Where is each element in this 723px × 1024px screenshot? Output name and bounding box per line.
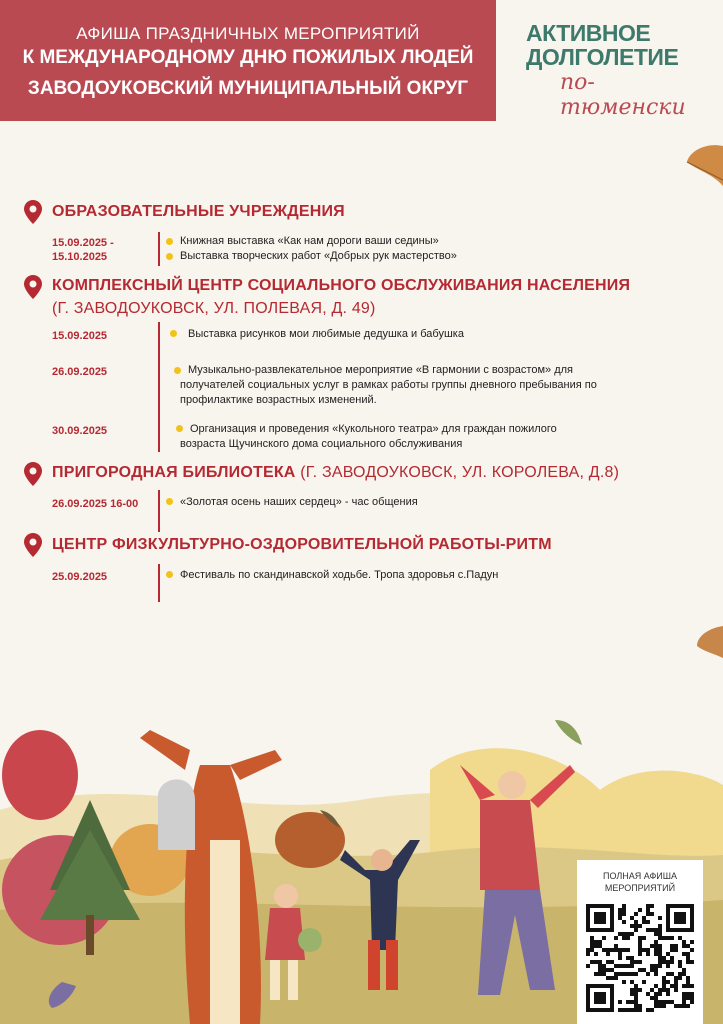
qr-module <box>590 960 594 964</box>
event-text: Музыкально-развлекательное мероприятие «В гармонии с возрастом» для <box>188 364 573 376</box>
qr-module <box>622 908 626 912</box>
event-text: Книжная выставка «Как нам дороги ваши седины» <box>180 235 439 247</box>
qr-module <box>642 948 646 952</box>
qr-module <box>634 912 638 916</box>
timeline-divider <box>158 232 160 266</box>
qr-module <box>674 948 678 952</box>
qr-module <box>686 944 690 948</box>
qr-module <box>666 988 670 992</box>
qr-module <box>650 1008 654 1012</box>
qr-module <box>618 1008 622 1012</box>
bullet-icon <box>166 498 173 505</box>
qr-module <box>666 972 670 976</box>
qr-module <box>594 952 598 956</box>
qr-caption-line-1: ПОЛНАЯ АФИША <box>602 871 678 881</box>
qr-module <box>626 948 630 952</box>
qr-module <box>658 964 662 968</box>
qr-module <box>658 916 662 920</box>
qr-module <box>658 992 662 996</box>
qr-module <box>654 928 658 932</box>
qr-module <box>686 992 690 996</box>
location-pin-icon <box>24 275 42 299</box>
qr-module <box>658 1004 662 1008</box>
qr-module <box>662 960 666 964</box>
qr-caption <box>577 870 703 894</box>
qr-module <box>674 976 678 980</box>
qr-module <box>634 1000 638 1004</box>
qr-module <box>586 964 590 968</box>
qr-module <box>622 912 626 916</box>
qr-module <box>626 956 630 960</box>
qr-module <box>626 932 630 936</box>
qr-module <box>630 964 634 968</box>
qr-module <box>630 972 634 976</box>
qr-module <box>630 956 634 960</box>
qr-module <box>646 952 650 956</box>
qr-module <box>678 972 682 976</box>
autumn-leaf-icon <box>695 622 723 662</box>
qr-module <box>594 960 598 964</box>
qr-module <box>598 944 602 948</box>
qr-module <box>650 988 654 992</box>
qr-module <box>634 996 638 1000</box>
timeline-divider <box>158 490 160 532</box>
qr-module <box>626 964 630 968</box>
qr-module <box>682 992 686 996</box>
qr-module <box>662 1000 666 1004</box>
qr-module <box>678 964 682 968</box>
qr-module <box>658 1000 662 1004</box>
qr-module <box>642 968 646 972</box>
qr-module <box>646 1008 650 1012</box>
qr-module <box>622 936 626 940</box>
qr-module <box>622 1008 626 1012</box>
qr-module <box>614 972 618 976</box>
qr-module <box>650 996 654 1000</box>
qr-module <box>674 980 678 984</box>
qr-module <box>618 972 622 976</box>
qr-module <box>630 916 634 920</box>
qr-module <box>654 932 658 936</box>
qr-module <box>662 988 666 992</box>
qr-module <box>610 948 614 952</box>
bullet-icon <box>176 425 183 432</box>
qr-module <box>634 988 638 992</box>
qr-module <box>602 968 606 972</box>
qr-module <box>666 992 670 996</box>
qr-module <box>618 948 622 952</box>
qr-module <box>598 964 602 968</box>
qr-module <box>674 1004 678 1008</box>
qr-module <box>670 944 674 948</box>
qr-module <box>678 976 682 980</box>
qr-module <box>618 908 622 912</box>
qr-module <box>690 996 694 1000</box>
qr-module <box>634 928 638 932</box>
qr-module <box>690 948 694 952</box>
qr-module <box>622 932 626 936</box>
qr-code-panel[interactable] <box>577 860 703 1024</box>
section-address: (Г. ЗАВОДОУКОВСК, УЛ. ПОЛЕВАЯ, Д. 49) <box>52 300 376 317</box>
bullet-icon <box>166 253 173 260</box>
qr-module <box>686 952 690 956</box>
qr-module <box>606 952 610 956</box>
qr-module <box>646 972 650 976</box>
qr-module <box>638 1004 642 1008</box>
qr-module <box>594 972 598 976</box>
qr-module <box>626 1000 630 1004</box>
qr-module <box>590 940 594 944</box>
qr-module <box>638 960 642 964</box>
event-text: Организация и проведения «Кукольного театра» для граждан пожилого <box>190 423 557 435</box>
qr-module <box>654 952 658 956</box>
location-pin-icon <box>24 533 42 557</box>
bullet-icon <box>174 367 181 374</box>
bullet-icon <box>166 571 173 578</box>
event-text: получателей социальных услуг в рамках работы группы дневного пребывания по <box>180 379 597 391</box>
section-address: (Г. ЗАВОДОУКОВСК, УЛ. КОРОЛЕВА, Д.8) <box>300 464 620 481</box>
qr-module <box>606 948 610 952</box>
header-line-3: ЗАВОДОУКОВСКИЙ МУНИЦИПАЛЬНЫЙ ОКРУГ <box>27 78 469 99</box>
qr-module <box>630 988 634 992</box>
qr-module <box>598 968 602 972</box>
qr-module <box>598 940 602 944</box>
qr-module <box>658 924 662 928</box>
qr-module <box>590 936 594 940</box>
qr-module <box>638 940 642 944</box>
event-text: профилактике возрастных изменений. <box>180 394 377 406</box>
qr-module <box>670 956 674 960</box>
event-date: 26.09.2025 16-00 <box>52 498 139 510</box>
qr-module <box>614 948 618 952</box>
qr-module <box>658 928 662 932</box>
qr-module <box>658 956 662 960</box>
qr-module <box>642 980 646 984</box>
qr-module <box>638 988 642 992</box>
qr-module <box>634 924 638 928</box>
qr-module <box>682 944 686 948</box>
timeline-divider <box>158 322 160 452</box>
qr-module <box>674 988 678 992</box>
header-line-2: К МЕЖДУНАРОДНОМУ ДНЮ ПОЖИЛЫХ ЛЮДЕЙ <box>22 47 474 68</box>
qr-module <box>618 964 622 968</box>
qr-module <box>686 980 690 984</box>
section-title-social-center: КОМПЛЕКСНЫЙ ЦЕНТР СОЦИАЛЬНОГО ОБСЛУЖИВАНИЯ НАСЕЛЕНИЯ <box>52 277 631 294</box>
qr-module <box>618 952 622 956</box>
qr-module <box>638 952 642 956</box>
qr-module <box>654 964 658 968</box>
qr-module <box>646 948 650 952</box>
header-line-1: АФИША ПРАЗДНИЧНЫХ МЕРОПРИЯТИЙ <box>76 24 420 43</box>
qr-module <box>618 916 622 920</box>
qr-module <box>690 1000 694 1004</box>
qr-module <box>630 1000 634 1004</box>
location-pin-icon <box>24 462 42 486</box>
qr-finder <box>674 912 686 924</box>
qr-module <box>642 920 646 924</box>
event-date: 30.09.2025 <box>52 425 108 437</box>
qr-module <box>630 924 634 928</box>
qr-module <box>686 996 690 1000</box>
qr-module <box>634 1004 638 1008</box>
qr-module <box>654 1004 658 1008</box>
qr-module <box>638 924 642 928</box>
qr-module <box>626 1008 630 1012</box>
qr-module <box>638 936 642 940</box>
qr-module <box>622 920 626 924</box>
qr-module <box>634 960 638 964</box>
qr-module <box>622 904 626 908</box>
qr-module <box>658 932 662 936</box>
qr-module <box>622 980 626 984</box>
qr-module <box>606 968 610 972</box>
qr-module <box>670 972 674 976</box>
qr-module <box>650 912 654 916</box>
qr-module <box>658 988 662 992</box>
qr-module <box>626 936 630 940</box>
qr-module <box>654 992 658 996</box>
qr-module <box>610 960 614 964</box>
qr-module <box>654 948 658 952</box>
qr-module <box>666 960 670 964</box>
qr-module <box>642 936 646 940</box>
bullet-icon <box>170 330 177 337</box>
qr-module <box>594 944 598 948</box>
qr-module <box>658 960 662 964</box>
qr-module <box>646 920 650 924</box>
qr-module <box>594 940 598 944</box>
qr-module <box>662 1004 666 1008</box>
qr-module <box>630 932 634 936</box>
qr-module <box>650 904 654 908</box>
qr-module <box>670 984 674 988</box>
qr-module <box>622 972 626 976</box>
qr-module <box>690 992 694 996</box>
qr-module <box>622 948 626 952</box>
qr-module <box>654 1000 658 1004</box>
qr-module <box>678 960 682 964</box>
qr-module <box>586 948 590 952</box>
logo-line-3: по-тюменски <box>560 70 686 120</box>
qr-module <box>666 964 670 968</box>
qr-module <box>662 980 666 984</box>
qr-module <box>686 956 690 960</box>
event-date: 26.09.2025 <box>52 366 108 378</box>
qr-module <box>678 936 682 940</box>
qr-module <box>686 976 690 980</box>
event-text: Выставка рисунков мои любимые дедушка и бабушка <box>188 328 464 340</box>
library-name: ПРИГОРОДНАЯ БИБЛИОТЕКА <box>52 464 296 481</box>
qr-module <box>646 912 650 916</box>
qr-module <box>614 964 618 968</box>
qr-module <box>682 996 686 1000</box>
qr-module <box>638 944 642 948</box>
header-banner <box>0 0 496 121</box>
qr-module <box>638 968 642 972</box>
qr-module <box>658 944 662 948</box>
qr-module <box>622 964 626 968</box>
section-title-education: ОБРАЗОВАТЕЛЬНЫЕ УЧРЕЖДЕНИЯ <box>52 203 345 220</box>
qr-module <box>630 1008 634 1012</box>
qr-module <box>586 952 590 956</box>
qr-module <box>674 984 678 988</box>
qr-module <box>626 972 630 976</box>
qr-module <box>670 960 674 964</box>
qr-module <box>670 1000 674 1004</box>
event-text: Фестиваль по скандинавской ходьбе. Тропа здоровья с.Падун <box>180 569 499 581</box>
qr-module <box>690 984 694 988</box>
qr-code[interactable] <box>586 904 694 1012</box>
qr-module <box>662 936 666 940</box>
event-date: 15.09.2025 <box>52 330 108 342</box>
qr-module <box>602 936 606 940</box>
qr-module <box>670 936 674 940</box>
section-title-fitness-center: ЦЕНТР ФИЗКУЛЬТУРНО-ОЗДОРОВИТЕЛЬНОЙ РАБОТЫ-РИТМ <box>52 536 552 553</box>
qr-module <box>666 952 670 956</box>
qr-module <box>630 992 634 996</box>
logo-line-2: ДОЛГОЛЕТИЕ <box>526 44 679 70</box>
qr-module <box>638 908 642 912</box>
qr-module <box>602 964 606 968</box>
event-text: Выставка творческих работ «Добрых рук мастерство» <box>180 250 457 262</box>
qr-module <box>650 968 654 972</box>
qr-module <box>654 968 658 972</box>
bullet-icon <box>166 238 173 245</box>
qr-module <box>686 984 690 988</box>
qr-module <box>618 956 622 960</box>
qr-module <box>646 928 650 932</box>
autumn-leaf-icon <box>683 138 723 200</box>
qr-module <box>610 976 614 980</box>
qr-module <box>634 1008 638 1012</box>
qr-module <box>642 916 646 920</box>
qr-module <box>686 960 690 964</box>
qr-module <box>650 964 654 968</box>
qr-module <box>598 960 602 964</box>
qr-module <box>690 940 694 944</box>
qr-module <box>634 972 638 976</box>
event-date-end: 15.10.2025 <box>52 251 108 263</box>
qr-module <box>682 952 686 956</box>
qr-module <box>654 940 658 944</box>
qr-module <box>618 912 622 916</box>
active-longevity-logo <box>526 18 716 120</box>
qr-module <box>654 984 658 988</box>
logo-line-1: АКТИВНОЕ <box>526 20 651 46</box>
qr-module <box>654 996 658 1000</box>
qr-module <box>598 972 602 976</box>
qr-module <box>682 1000 686 1004</box>
qr-module <box>638 1008 642 1012</box>
qr-module <box>670 948 674 952</box>
qr-module <box>666 980 670 984</box>
qr-module <box>606 976 610 980</box>
qr-module <box>618 1000 622 1004</box>
qr-module <box>662 984 666 988</box>
qr-module <box>654 972 658 976</box>
qr-module <box>614 936 618 940</box>
qr-module <box>682 1004 686 1008</box>
qr-module <box>690 960 694 964</box>
qr-module <box>678 1004 682 1008</box>
qr-module <box>686 1004 690 1008</box>
qr-module <box>646 992 650 996</box>
qr-module <box>630 980 634 984</box>
qr-module <box>602 972 606 976</box>
qr-module <box>646 908 650 912</box>
qr-module <box>606 960 610 964</box>
event-text: возраста Щучинского дома социального обслуживания <box>180 438 463 450</box>
qr-module <box>662 976 666 980</box>
event-date: 15.09.2025 - <box>52 237 114 249</box>
section-title-library <box>52 464 619 482</box>
qr-module <box>590 944 594 948</box>
qr-module <box>682 972 686 976</box>
qr-module <box>590 948 594 952</box>
qr-module <box>682 968 686 972</box>
qr-module <box>602 948 606 952</box>
qr-module <box>614 976 618 980</box>
qr-module <box>638 948 642 952</box>
qr-module <box>610 968 614 972</box>
event-text: «Золотая осень наших сердец» - час общения <box>180 496 418 508</box>
qr-module <box>634 992 638 996</box>
qr-module <box>658 948 662 952</box>
qr-module <box>634 920 638 924</box>
qr-module <box>658 936 662 940</box>
event-date: 25.09.2025 <box>52 571 108 583</box>
qr-module <box>662 956 666 960</box>
qr-finder <box>594 912 606 924</box>
qr-module <box>666 936 670 940</box>
qr-module <box>646 904 650 908</box>
qr-module <box>630 960 634 964</box>
qr-module <box>650 928 654 932</box>
qr-module <box>682 984 686 988</box>
qr-module <box>666 1000 670 1004</box>
qr-module <box>654 944 658 948</box>
qr-module <box>614 944 618 948</box>
location-pin-icon <box>24 200 42 224</box>
qr-module <box>618 932 622 936</box>
qr-module <box>674 944 678 948</box>
qr-caption-line-2: МЕРОПРИЯТИЙ <box>604 883 676 893</box>
timeline-divider <box>158 564 160 602</box>
qr-finder <box>594 992 606 1004</box>
qr-module <box>634 984 638 988</box>
qr-module <box>682 940 686 944</box>
qr-module <box>650 944 654 948</box>
qr-module <box>658 952 662 956</box>
